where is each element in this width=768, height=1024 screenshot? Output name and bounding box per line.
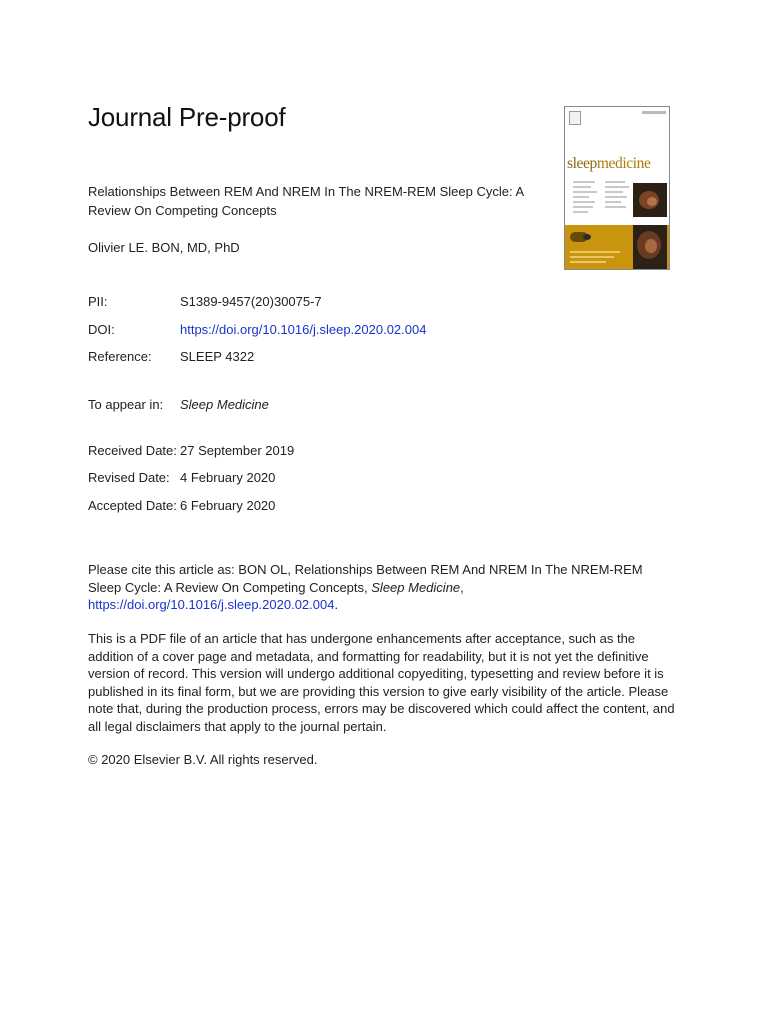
cover-toc-line (605, 206, 626, 208)
cover-toc-line (573, 211, 588, 213)
elsevier-logo-icon (569, 111, 581, 125)
cover-photo (633, 183, 667, 217)
citation-paragraph (88, 561, 678, 614)
cover-journal-title-light: sleep (567, 155, 597, 172)
meta-doi-label: DOI: (88, 322, 115, 337)
meta-appear-label: To appear in: (88, 397, 164, 412)
citation-doi-link[interactable]: https://doi.org/10.1016/j.sleep.2020.02.004 (88, 597, 335, 613)
meta-accepted-value: 6 February 2020 (180, 498, 276, 513)
cover-photo-shape (645, 239, 657, 253)
doi-link[interactable]: https://doi.org/10.1016/j.sleep.2020.02.004 (180, 322, 427, 337)
cover-issn-mark (642, 111, 666, 114)
cover-toc-line (605, 201, 621, 203)
cover-toc-line (605, 196, 627, 198)
meta-pii-label: PII: (88, 294, 108, 309)
meta-appear-row (88, 397, 269, 412)
meta-accepted-row (88, 498, 275, 513)
cover-toc-line (605, 186, 629, 188)
citation-journal: Sleep Medicine (371, 579, 461, 595)
meta-reference-label: Reference: (88, 349, 152, 364)
meta-received-value: 27 September 2019 (180, 443, 295, 458)
meta-revised-value: 4 February 2020 (180, 470, 276, 485)
cover-toc-line (573, 186, 591, 188)
citation-suffix: . (334, 597, 339, 613)
meta-doi-row (88, 322, 426, 337)
copyright-notice: © 2020 Elsevier B.V. All rights reserved. (88, 752, 318, 767)
meta-reference-value: SLEEP 4322 (180, 349, 255, 364)
cover-toc-line (573, 201, 595, 203)
meta-accepted-label: Accepted Date: (88, 498, 177, 513)
cover-band-line (570, 251, 620, 253)
meta-reference-row (88, 349, 254, 364)
cover-band-dot-icon (583, 234, 591, 240)
cover-journal-title-bold: medicine (596, 155, 651, 172)
meta-revised-label: Revised Date: (88, 470, 170, 485)
article-title: Relationships Between REM And NREM In The NREM-REM Sleep Cycle: A Review On Competing Concepts (88, 184, 524, 218)
cover-toc-line (605, 191, 623, 193)
page-title: Journal Pre-proof (88, 102, 286, 132)
meta-pii-value: S1389-9457(20)30075-7 (180, 294, 322, 309)
meta-pii-row (88, 294, 322, 309)
cover-toc-line (573, 191, 597, 193)
meta-revised-row (88, 470, 275, 485)
meta-received-row (88, 443, 294, 458)
cover-photo (633, 225, 667, 269)
cover-band-line (570, 261, 606, 263)
cover-toc-line (573, 206, 593, 208)
journal-cover-image (564, 106, 670, 270)
meta-received-label: Received Date: (88, 443, 177, 458)
cover-band-line (570, 256, 614, 258)
cover-toc-line (605, 181, 625, 183)
cover-toc-line (573, 181, 595, 183)
article-author: Olivier LE. BON, MD, PhD (88, 240, 240, 255)
cover-toc-line (573, 196, 589, 198)
cover-photo-shape (647, 197, 657, 206)
meta-appear-value: Sleep Medicine (180, 397, 269, 412)
cover-journal-title (567, 155, 650, 173)
citation-separator: , (460, 579, 464, 595)
notice-paragraph: This is a PDF file of an article that has undergone enhancements after acceptance, such as the addition of a cover page and metadata, and formatting for readability, but it is not yet the definitive version of record. This version will undergo additional copyediting, typesetting and review before it is published in its final form, but we are providing this version to give early visibility of the article. Please note that, during the production process, errors may be discovered which could affect the content, and all legal disclaimers that apply to the journal pertain. (88, 631, 675, 734)
citation-prefix: Please cite this article as: BON OL, Relationships Between REM And NREM In The NREM-REM Sleep Cycle: A Review On Competing Concepts, (88, 562, 643, 595)
